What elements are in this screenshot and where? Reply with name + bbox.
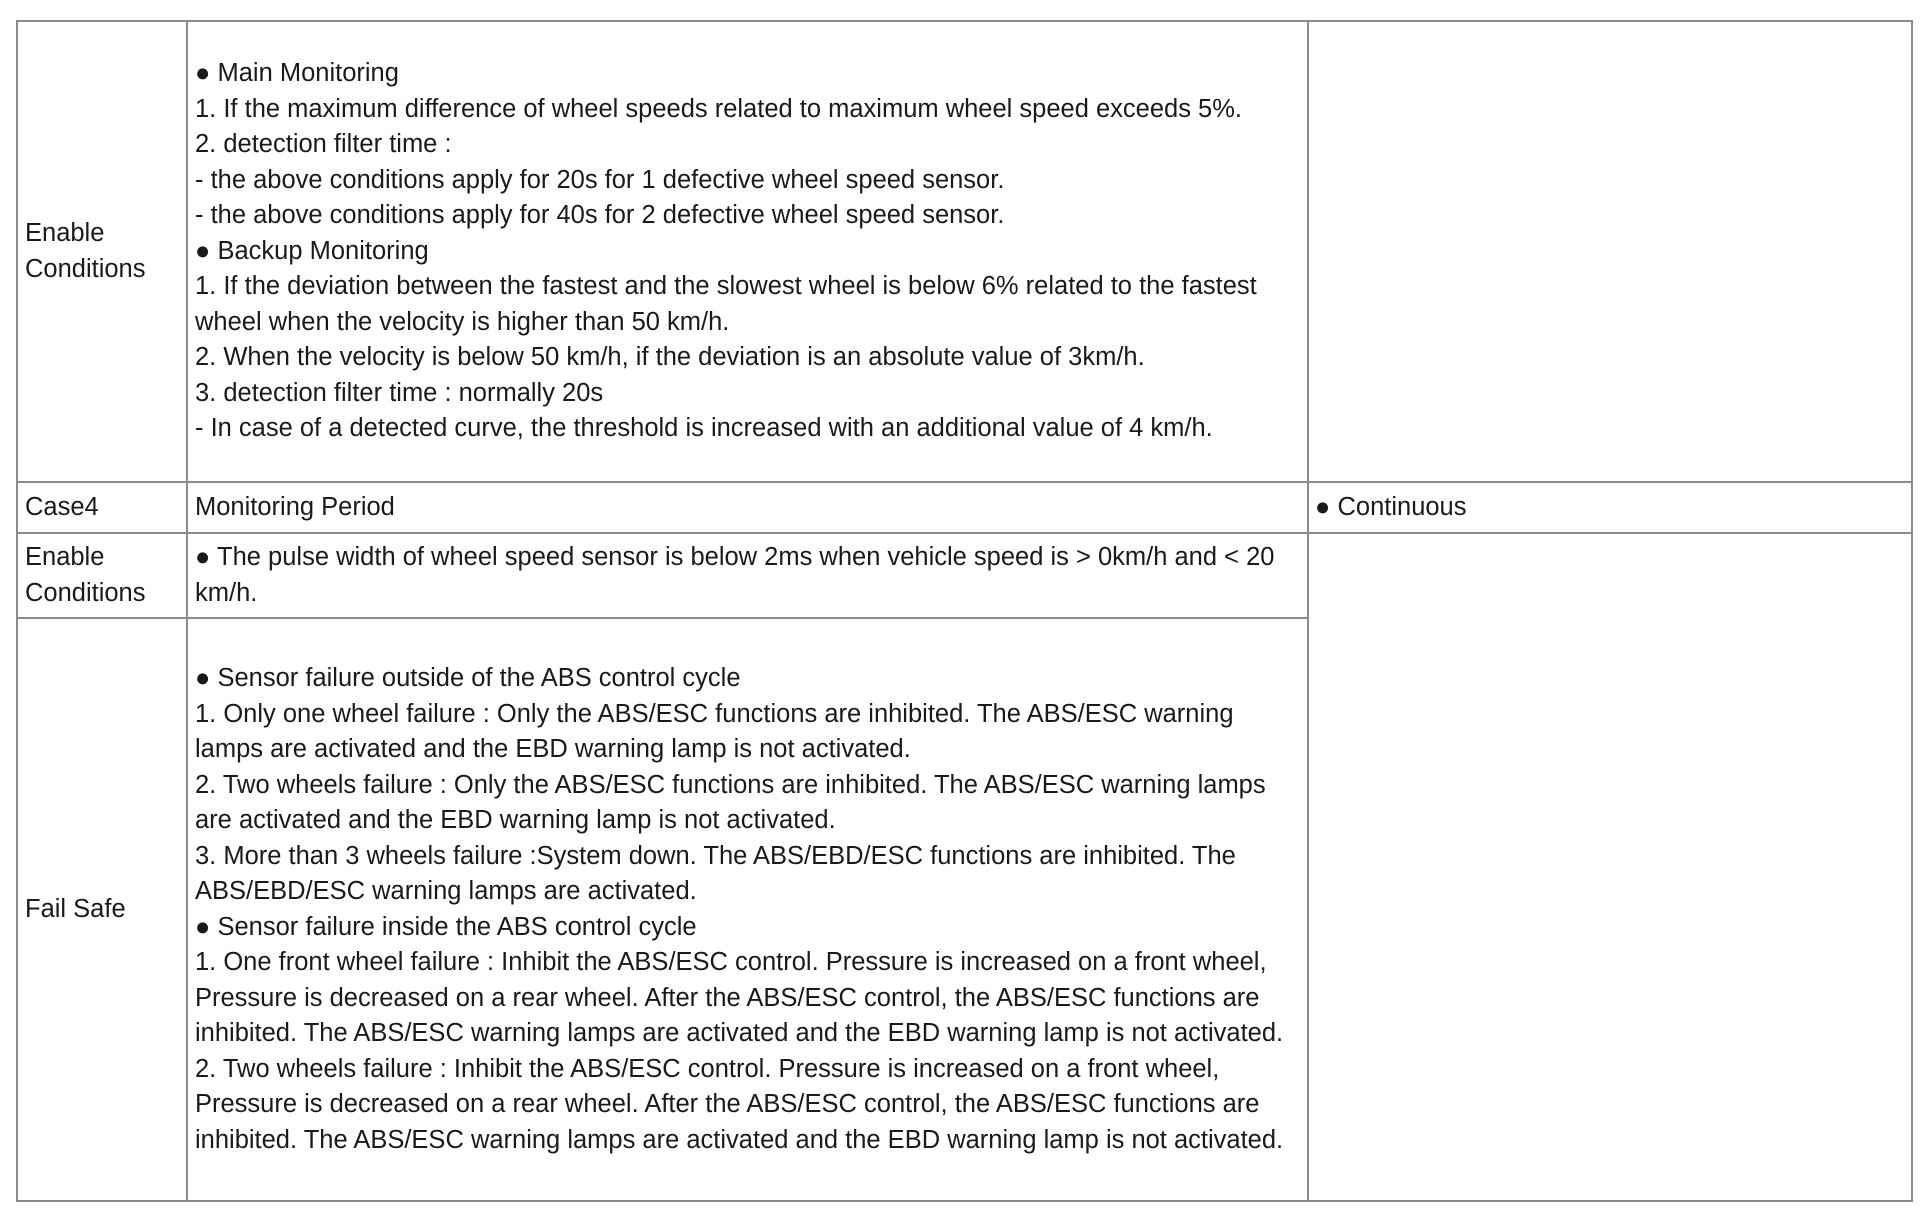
bullet-inside-control-cycle: ● Sensor failure inside the ABS control cycle [195,912,697,941]
condition-line: 2. When the velocity is below 50 km/h, if the deviation is an absolute value of 3km/h. [195,343,1145,372]
bullet-main-monitoring: ● Main Monitoring [195,59,399,88]
condition-line: 3. detection filter time : normally 20s [195,378,604,407]
condition-line: - the above conditions apply for 20s for 1 defective wheel speed sensor. [195,165,1005,194]
condition-line: - In case of a detected curve, the threshold is increased with an additional value of 4 km/h. [195,414,1213,443]
row-label-enable-conditions-2: Enable Conditions [17,533,187,618]
bullet-backup-monitoring: ● Backup Monitoring [195,236,429,265]
fail-safe-content [187,618,1308,1201]
condition-line: 1. If the maximum difference of wheel speeds related to maximum wheel speed exceeds 5%. [195,94,1242,123]
fail-safe-line: 3. More than 3 wheels failure :System down. The ABS/EBD/ESC functions are inhibited. The ABS/EBD/ESC warning lamps are activated. [195,841,1236,905]
table-row-enable-conditions-1 [17,21,1912,482]
bullet-outside-control-cycle: ● Sensor failure outside of the ABS control cycle [195,664,741,692]
table-row-enable-conditions-2 [17,533,1912,618]
fail-safe-line: 2. Two wheels failure : Inhibit the ABS/ESC control. Pressure is increased on a front wheel, Pressure is decreased on a rear wheel. After the ABS/ESC control, the ABS/ESC functions are inhibited. The ABS/ESC warning lamps are activated and the EBD warning lamp is not activated. [195,1054,1284,1154]
monitoring-period-value: ● Continuous [1308,482,1912,533]
diagnostic-spec-table [16,20,1913,1202]
monitoring-period-label: Monitoring Period [187,482,1308,533]
condition-line: - the above conditions apply for 40s for 2 defective wheel speed sensor. [195,201,1005,230]
condition-line: 1. If the deviation between the fastest and the slowest wheel is below 6% related to the fastest wheel when the velocity is higher than 50 km/h. [195,272,1257,336]
table-row-case4 [17,482,1912,533]
row-label-fail-safe: Fail Safe [17,618,187,1201]
right-cell-empty [1308,21,1912,482]
fail-safe-line: 1. One front wheel failure : Inhibit the ABS/ESC control. Pressure is increased on a front wheel, Pressure is decreased on a rear wheel. After the ABS/ESC control, the ABS/ESC functions are inhibited. The ABS/ESC warning lamps are activated and the EBD warning lamp is not activated. [195,948,1284,1047]
fail-safe-line: 2. Two wheels failure : Only the ABS/ESC functions are inhibited. The ABS/ESC warning lamps are activated and the EBD warning lamp is not activated. [195,770,1266,834]
right-cell-merged-empty [1308,533,1912,1201]
pulse-width-condition: ● The pulse width of wheel speed sensor is below 2ms when vehicle speed is > 0km/h and < 20 km/h. [187,533,1308,618]
fail-safe-line: 1. Only one wheel failure : Only the ABS/ESC functions are inhibited. The ABS/ESC warning lamps are activated and the EBD warning lamp is not activated. [195,699,1234,763]
row-label-case4: Case4 [17,482,187,533]
row-label-enable-conditions: Enable Conditions [17,21,187,482]
enable-conditions-content [187,21,1308,482]
condition-line: 2. detection filter time : [195,130,452,159]
